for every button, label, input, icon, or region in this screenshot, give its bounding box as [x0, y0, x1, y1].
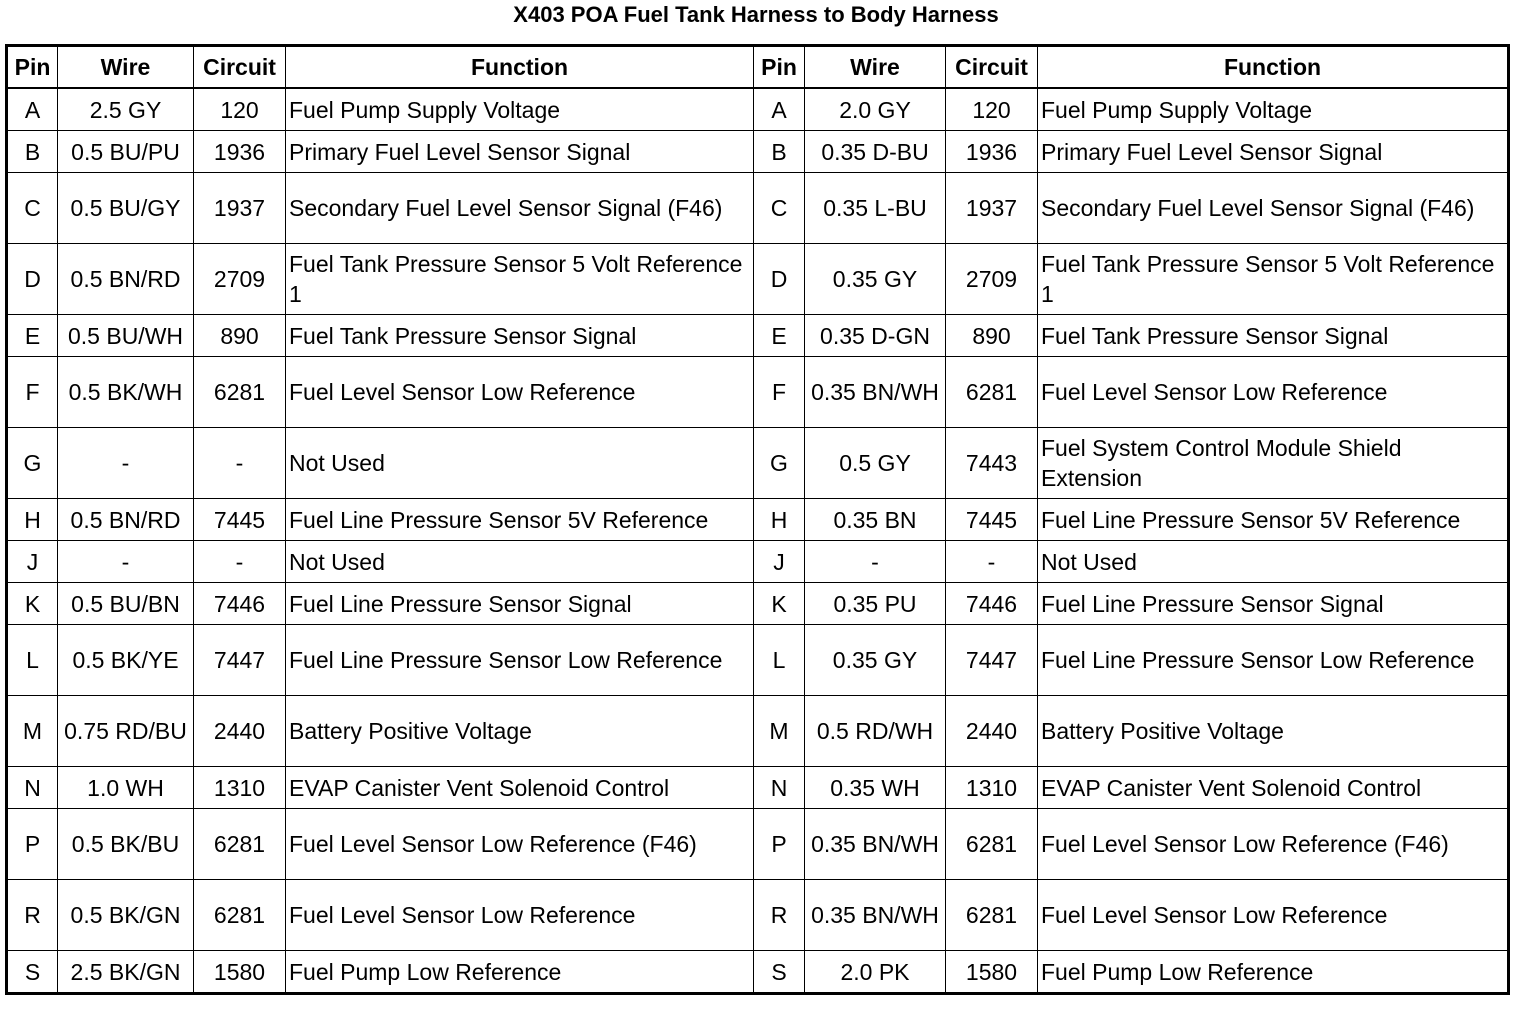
function-cell: Fuel Pump Supply Voltage: [1038, 88, 1509, 131]
circuit-cell: 6281: [194, 809, 286, 880]
pin-cell: L: [7, 625, 58, 696]
table-row: [7, 315, 1509, 357]
header-pin: Pin: [754, 46, 805, 89]
wire-cell: -: [805, 541, 946, 583]
pin-cell: S: [7, 951, 58, 994]
function-cell: Fuel Level Sensor Low Reference: [286, 880, 754, 951]
function-cell: Fuel Tank Pressure Sensor 5 Volt Reference 1: [286, 244, 754, 315]
circuit-cell: 120: [194, 88, 286, 131]
circuit-cell: 890: [946, 315, 1038, 357]
document-title: X403 POA Fuel Tank Harness to Body Harness: [513, 2, 999, 27]
function-cell: Fuel Line Pressure Sensor Signal: [1038, 583, 1509, 625]
circuit-cell: 7445: [946, 499, 1038, 541]
circuit-cell: 1936: [946, 131, 1038, 173]
wire-cell: 0.75 RD/BU: [58, 696, 194, 767]
wire-cell: 0.5 BU/BN: [58, 583, 194, 625]
wire-cell: 1.0 WH: [58, 767, 194, 809]
wire-cell: 0.5 BU/PU: [58, 131, 194, 173]
wire-cell: 0.5 BK/BU: [58, 809, 194, 880]
wire-cell: 2.5 BK/GN: [58, 951, 194, 994]
circuit-cell: 1580: [194, 951, 286, 994]
circuit-cell: 120: [946, 88, 1038, 131]
circuit-cell: 1310: [946, 767, 1038, 809]
circuit-cell: 7447: [946, 625, 1038, 696]
wire-cell: 0.35 WH: [805, 767, 946, 809]
wire-cell: 0.35 BN: [805, 499, 946, 541]
function-cell: Fuel Pump Low Reference: [1038, 951, 1509, 994]
pin-cell: C: [7, 173, 58, 244]
function-cell: Fuel Level Sensor Low Reference (F46): [1038, 809, 1509, 880]
circuit-cell: 1310: [194, 767, 286, 809]
table-row: [7, 880, 1509, 951]
wire-cell: 0.5 RD/WH: [805, 696, 946, 767]
function-cell: Fuel Tank Pressure Sensor Signal: [286, 315, 754, 357]
pin-cell: S: [754, 951, 805, 994]
wire-cell: 0.35 L-BU: [805, 173, 946, 244]
function-cell: Fuel Line Pressure Sensor Signal: [286, 583, 754, 625]
wire-cell: -: [58, 428, 194, 499]
connector-pinout-table: [5, 44, 1510, 995]
table-row: [7, 696, 1509, 767]
circuit-cell: 7446: [946, 583, 1038, 625]
header-function: Function: [286, 46, 754, 89]
pin-cell: E: [754, 315, 805, 357]
header-circuit: Circuit: [946, 46, 1038, 89]
function-cell: EVAP Canister Vent Solenoid Control: [1038, 767, 1509, 809]
circuit-cell: 2440: [194, 696, 286, 767]
pin-cell: D: [7, 244, 58, 315]
pin-cell: B: [7, 131, 58, 173]
function-cell: Fuel Level Sensor Low Reference (F46): [286, 809, 754, 880]
function-cell: Fuel Line Pressure Sensor Low Reference: [1038, 625, 1509, 696]
header-row: [7, 46, 1509, 89]
wire-cell: 2.5 GY: [58, 88, 194, 131]
table-row: [7, 583, 1509, 625]
pin-cell: A: [7, 88, 58, 131]
pin-cell: B: [754, 131, 805, 173]
wire-cell: 0.35 GY: [805, 244, 946, 315]
header-wire: Wire: [805, 46, 946, 89]
circuit-cell: 1937: [946, 173, 1038, 244]
circuit-cell: -: [194, 428, 286, 499]
wire-cell: 2.0 PK: [805, 951, 946, 994]
table-row: [7, 244, 1509, 315]
pin-cell: L: [754, 625, 805, 696]
wire-cell: -: [58, 541, 194, 583]
function-cell: Fuel Pump Supply Voltage: [286, 88, 754, 131]
function-cell: EVAP Canister Vent Solenoid Control: [286, 767, 754, 809]
pin-cell: D: [754, 244, 805, 315]
circuit-cell: 1937: [194, 173, 286, 244]
circuit-cell: 6281: [946, 880, 1038, 951]
header-wire: Wire: [58, 46, 194, 89]
table-row: [7, 131, 1509, 173]
function-cell: Fuel Line Pressure Sensor Low Reference: [286, 625, 754, 696]
pin-cell: M: [7, 696, 58, 767]
function-cell: Fuel Pump Low Reference: [286, 951, 754, 994]
wire-cell: 0.35 BN/WH: [805, 357, 946, 428]
header-pin: Pin: [7, 46, 58, 89]
pin-cell: C: [754, 173, 805, 244]
circuit-cell: 2440: [946, 696, 1038, 767]
function-cell: Battery Positive Voltage: [286, 696, 754, 767]
wire-cell: 0.5 BK/YE: [58, 625, 194, 696]
table-row: [7, 173, 1509, 244]
pin-cell: H: [754, 499, 805, 541]
pin-cell: K: [7, 583, 58, 625]
circuit-cell: 6281: [194, 880, 286, 951]
function-cell: Not Used: [286, 541, 754, 583]
function-cell: Fuel Line Pressure Sensor 5V Reference: [1038, 499, 1509, 541]
pin-cell: J: [754, 541, 805, 583]
table-row: [7, 428, 1509, 499]
table-row: [7, 951, 1509, 994]
wire-cell: 0.35 D-GN: [805, 315, 946, 357]
function-cell: Not Used: [1038, 541, 1509, 583]
table-row: [7, 625, 1509, 696]
wire-cell: 0.35 GY: [805, 625, 946, 696]
pin-cell: P: [754, 809, 805, 880]
circuit-cell: -: [946, 541, 1038, 583]
function-cell: Fuel Level Sensor Low Reference: [1038, 357, 1509, 428]
function-cell: Battery Positive Voltage: [1038, 696, 1509, 767]
circuit-cell: -: [194, 541, 286, 583]
function-cell: Fuel Line Pressure Sensor 5V Reference: [286, 499, 754, 541]
circuit-cell: 7447: [194, 625, 286, 696]
pin-cell: G: [754, 428, 805, 499]
pin-cell: G: [7, 428, 58, 499]
circuit-cell: 7445: [194, 499, 286, 541]
pin-cell: P: [7, 809, 58, 880]
table-row: [7, 357, 1509, 428]
wire-cell: 0.5 GY: [805, 428, 946, 499]
function-cell: Fuel Tank Pressure Sensor 5 Volt Reference 1: [1038, 244, 1509, 315]
circuit-cell: 2709: [194, 244, 286, 315]
wire-cell: 0.5 BU/GY: [58, 173, 194, 244]
pin-cell: E: [7, 315, 58, 357]
pin-cell: F: [7, 357, 58, 428]
pin-cell: A: [754, 88, 805, 131]
wire-cell: 0.35 BN/WH: [805, 809, 946, 880]
wire-cell: 0.35 D-BU: [805, 131, 946, 173]
function-cell: Fuel Level Sensor Low Reference: [1038, 880, 1509, 951]
table-row: [7, 767, 1509, 809]
table-row: [7, 499, 1509, 541]
circuit-cell: 1580: [946, 951, 1038, 994]
function-cell: Fuel Tank Pressure Sensor Signal: [1038, 315, 1509, 357]
function-cell: Secondary Fuel Level Sensor Signal (F46): [1038, 173, 1509, 244]
pin-cell: H: [7, 499, 58, 541]
pin-cell: M: [754, 696, 805, 767]
wire-cell: 0.35 BN/WH: [805, 880, 946, 951]
header-function: Function: [1038, 46, 1509, 89]
circuit-cell: 1936: [194, 131, 286, 173]
circuit-cell: 890: [194, 315, 286, 357]
circuit-cell: 6281: [946, 809, 1038, 880]
wire-cell: 2.0 GY: [805, 88, 946, 131]
circuit-cell: 7446: [194, 583, 286, 625]
circuit-cell: 6281: [946, 357, 1038, 428]
table-row: [7, 88, 1509, 131]
pin-cell: J: [7, 541, 58, 583]
function-cell: Primary Fuel Level Sensor Signal: [286, 131, 754, 173]
header-circuit: Circuit: [194, 46, 286, 89]
wire-cell: 0.5 BN/RD: [58, 499, 194, 541]
wire-cell: 0.35 PU: [805, 583, 946, 625]
pin-cell: N: [754, 767, 805, 809]
wire-cell: 0.5 BK/WH: [58, 357, 194, 428]
table-row: [7, 541, 1509, 583]
function-cell: Not Used: [286, 428, 754, 499]
function-cell: Primary Fuel Level Sensor Signal: [1038, 131, 1509, 173]
wire-cell: 0.5 BN/RD: [58, 244, 194, 315]
table-body: [7, 88, 1509, 994]
circuit-cell: 6281: [194, 357, 286, 428]
pin-cell: N: [7, 767, 58, 809]
function-cell: Secondary Fuel Level Sensor Signal (F46): [286, 173, 754, 244]
pin-cell: K: [754, 583, 805, 625]
circuit-cell: 7443: [946, 428, 1038, 499]
pin-cell: F: [754, 357, 805, 428]
pin-cell: R: [754, 880, 805, 951]
pin-cell: R: [7, 880, 58, 951]
wire-cell: 0.5 BU/WH: [58, 315, 194, 357]
function-cell: Fuel Level Sensor Low Reference: [286, 357, 754, 428]
wire-cell: 0.5 BK/GN: [58, 880, 194, 951]
circuit-cell: 2709: [946, 244, 1038, 315]
function-cell: Fuel System Control Module Shield Extension: [1038, 428, 1509, 499]
table-row: [7, 809, 1509, 880]
